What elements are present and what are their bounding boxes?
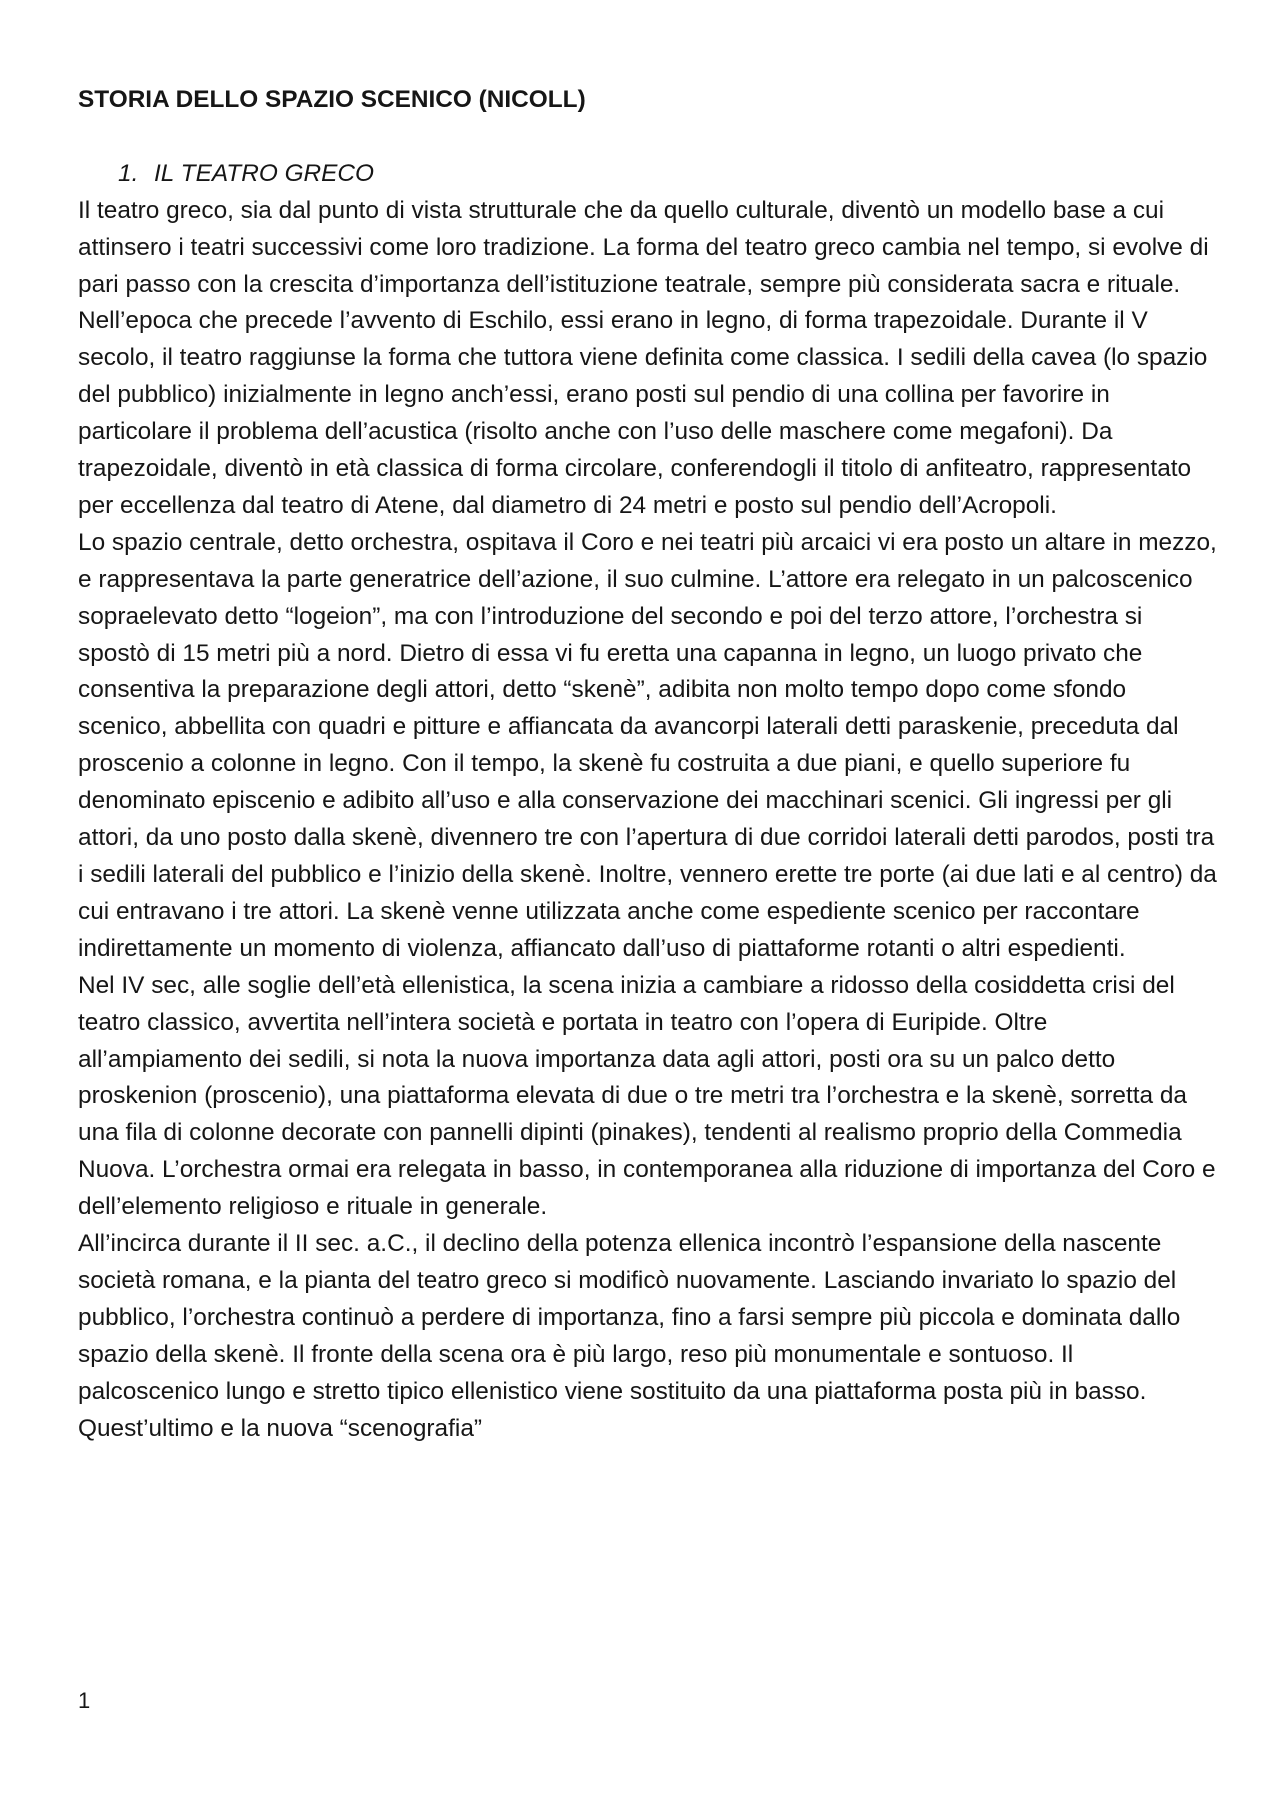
section-heading (78, 156, 1218, 193)
document-title: STORIA DELLO SPAZIO SCENICO (NICOLL) (78, 86, 586, 113)
paragraph-4: All’incirca durante il II sec. a.C., il declino della potenza ellenica incontrò l’espansione della nascente società romana, e la pianta del teatro greco si modificò nuovamente. Lasciando invariato lo spazio del pubblico, l’orchestra continuò a perdere di importanza, fino a farsi sempre più piccola e dominata dallo spazio della skenè. Il fronte della scena ora è più largo, reso più monumentale e sontuoso. Il palcoscenico lungo e stretto tipico ellenistico viene sostituito da una piattaforma posta più in basso. Quest’ultimo e la nuova “scenografia” (78, 1230, 1181, 1442)
page-content (78, 82, 1218, 1448)
paragraph-1: Il teatro greco, sia dal punto di vista strutturale che da quello culturale, diventò un modello base a cui attinsero i teatri successivi come loro tradizione. La forma del teatro greco cambia nel tempo, si evolve di pari passo con la crescita d’importanza dell’istituzione teatrale, sempre più considerata sacra e rituale. Nell’epoca che precede l’avvento di Eschilo, essi erano in legno, di forma trapezoidale. Durante il V secolo, il teatro raggiunse la forma che tuttora viene definita come classica. I sedili della cavea (lo spazio del pubblico) inizialmente in legno anch’essi, erano posti sul pendio di una collina per favorire in particolare il problema dell’acustica (risolto anche con l’uso delle maschere come megafoni). Da trapezoidale, diventò in età classica di forma circolare, conferendogli il titolo di anfiteatro, rappresentato per eccellenza dal teatro di Atene, dal diametro di 24 metri e posto sul pendio dell’Acropoli. (78, 196, 1209, 519)
section-number: 1. (118, 159, 139, 187)
paragraph-3: Nel IV sec, alle soglie dell’età ellenistica, la scena inizia a cambiare a ridosso della cosiddetta crisi del teatro classico, avvertita nell’intera società e portata in teatro con l’opera di Euripide. Oltre all’ampiamento dei sedili, si nota la nuova importanza data agli attori, posti ora su un palco detto proskenion (proscenio), una piattaforma elevata di due o tre metri tra l’orchestra e la skenè, sorretta da una fila di colonne decorate con pannelli dipinti (pinakes), tendenti al realismo proprio della Commedia Nuova. L’orchestra ormai era relegata in basso, in contemporanea alla riduzione di importanza del Coro e dell’elemento religioso e rituale in generale. (78, 971, 1216, 1221)
page-number: 1 (78, 1688, 91, 1713)
paragraph-2: Lo spazio centrale, detto orchestra, ospitava il Coro e nei teatri più arcaici vi era posto un altare in mezzo, e rappresentava la parte generatrice dell’azione, il suo culmine. L’attore era relegato in un palcoscenico sopraelevato detto “logeion”, ma con l’introduzione del secondo e poi del terzo attore, l’orchestra si spostò di 15 metri più a nord. Dietro di essa vi fu eretta una capanna in legno, un luogo privato che consentiva la preparazione degli attori, detto “skenè”, adibita non molto tempo dopo come sfondo scenico, abbellita con quadri e pitture e affiancata da avancorpi laterali detti paraskenie, preceduta dal proscenio a colonne in legno. Con il tempo, la skenè fu costruita a due piani, e quello superiore fu denominato episcenio e adibito all’uso e alla conservazione dei macchinari scenici. Gli ingressi per gli attori, da uno posto dalla skenè, divennero tre con l’apertura di due corridoi laterali detti parodos, posti tra i sedili laterali del pubblico e l’inizio della skenè. Inoltre, vennero erette tre porte (ai due lati e al centro) da cui entravano i tre attori. La skenè venne utilizzata anche come espediente scenico per raccontare indirettamente un momento di violenza, affiancato dall’uso di piattaforme rotanti o altri espedienti. (78, 528, 1217, 962)
section-title: IL TEATRO GRECO (154, 159, 375, 187)
